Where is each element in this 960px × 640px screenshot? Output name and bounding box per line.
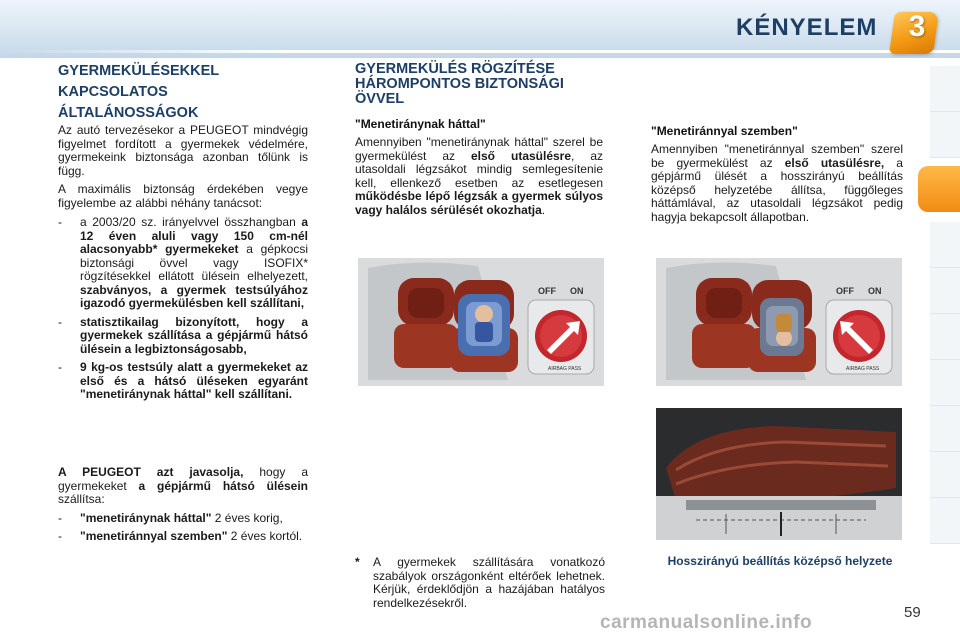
left-heading-line: GYERMEKÜLÉSEKKEL: [58, 63, 220, 79]
chapter-number: 3: [908, 10, 926, 43]
left-heading: [58, 62, 308, 122]
text-run: .: [541, 202, 546, 217]
text-run: a gépjármű ülését a hosszirányú beállítás középső helyzetébe állítsa, függőleges háttámlával, az utasoldali légzsákot pedig hagyja bekapcsolt állapotban.: [651, 155, 903, 224]
text-run: a gépkocsi biztonsági övvel vagy ISOFIX* rögzítésekkel ellátott ülésein elhelyezett,: [80, 242, 309, 283]
middle-heading-line: HÁROMPONTOS BIZTONSÁGI: [355, 76, 564, 92]
side-tab[interactable]: [930, 222, 960, 268]
rear-facing-seat-illustration: [358, 258, 604, 386]
rear-facing-paragraph: [355, 136, 603, 217]
chapter-side-tabs: [926, 66, 960, 584]
chapter-title: KÉNYELEM: [736, 14, 878, 41]
side-tab[interactable]: [930, 452, 960, 498]
text-run: szállítsa:: [58, 492, 105, 506]
side-tab[interactable]: [930, 360, 960, 406]
footnote: [355, 556, 605, 610]
right-body: [651, 124, 903, 224]
text-run: 2 éves kortól.: [227, 529, 303, 543]
text-run-bold: 9 kg-os testsúly alatt a gyermekeket az első és a hátsó üléseken egyaránt "menetiránynak háttal" kell szállítani.: [80, 360, 308, 401]
switch-label: AIRBAG PASS: [548, 366, 582, 372]
switch-on-label: ON: [868, 286, 882, 296]
side-tab[interactable]: [930, 498, 960, 544]
text-run: hogy a gyermekeket: [58, 465, 308, 493]
footnote-text: A gyermekek szállítására vonatkozó szabályok országonként eltérőek lehetnek. Kérjük, érdeklődjön a hazájában hatályos rendelkezésekről.: [373, 555, 605, 610]
side-tab[interactable]: [930, 406, 960, 452]
list-dash: -: [58, 314, 62, 329]
side-tab[interactable]: [930, 314, 960, 360]
seat-adjustment-drawing: [656, 408, 902, 540]
text-run-bold: "menetiránnyal szemben": [80, 529, 228, 543]
middle-heading-line: ÖVVEL: [355, 91, 405, 107]
list-dash: -: [58, 529, 62, 543]
recommendation-block: [58, 466, 308, 544]
left-body: [58, 124, 308, 402]
rear-facing-seat-drawing: [358, 258, 604, 386]
list-dash: -: [58, 215, 62, 229]
text-run: 2 éves korig,: [211, 510, 283, 525]
footnote-star: *: [355, 555, 360, 569]
text-run-bold: szabványos, a gyermek testsúlyához igazodó gyermekülésben kell szállítani,: [80, 282, 308, 310]
list-item: [58, 530, 308, 544]
forward-facing-subtitle: "Menetiránnyal szemben": [651, 124, 798, 138]
list-item: [58, 512, 308, 526]
recommendation-paragraph: [58, 466, 308, 507]
child-seat-rear-facing-icon: [458, 294, 510, 356]
list-dash: -: [58, 510, 62, 525]
side-tab[interactable]: [930, 112, 960, 158]
left-heading-line: ÁLTALÁNOSSÁGOK: [58, 105, 199, 121]
switch-label: AIRBAG PASS: [846, 366, 880, 372]
list-item: [58, 361, 308, 402]
text-run-bold: a gépjármű hátsó ülésein: [138, 478, 308, 493]
intro-paragraph: Az autó tervezésekor a PEUGEOT mindvégig figyelmet fordított a gyermekek védelmére, gyermekeink biztonsága azonban tőlünk is függ.: [58, 123, 308, 178]
page-number: 59: [904, 604, 921, 621]
text-run-bold: a 12 éven aluli vagy 150 cm-nél alacsonyabb* gyermekeket: [80, 215, 308, 256]
forward-facing-paragraph: [651, 143, 903, 224]
watermark: carmanualsonline.info: [600, 612, 813, 633]
footnote-item: [355, 556, 605, 610]
seat-adjustment-illustration: [656, 408, 902, 540]
switch-off-label: OFF: [836, 286, 854, 296]
text-run-bold: működésbe lépő légzsák a gyermek súlyos vagy halálos sérülését okozhatja: [355, 189, 603, 217]
middle-body: [355, 117, 603, 217]
child-seat-forward-facing-icon: [760, 298, 804, 356]
left-heading-line: KAPCSOLATOS: [58, 84, 168, 100]
switch-on-label: ON: [570, 286, 584, 296]
text-run-bold: "menetiránynak háttal": [80, 510, 212, 525]
forward-facing-seat-drawing: [656, 258, 902, 386]
side-tab[interactable]: [930, 66, 960, 112]
seat-adjustment-caption: Hosszirányú beállítás középső helyzete: [667, 554, 893, 568]
text-run-bold: első utasülésre,: [784, 155, 885, 170]
switch-off-label: OFF: [538, 286, 556, 296]
side-tab[interactable]: [930, 268, 960, 314]
list-item: [58, 216, 308, 311]
text-run-bold: első utasülésre: [471, 148, 572, 163]
list-dash: -: [58, 360, 62, 374]
text-run: Amennyiben "menetiránynak háttal" szerel be gyermekülést az: [355, 135, 603, 163]
middle-heading: [355, 62, 610, 107]
header-divider: [0, 50, 960, 53]
text-run: , az utasoldali légzsákot mindig semlegesítenie kell, ellenkező esetben az esetlegesen: [355, 148, 604, 190]
text-run-bold: A PEUGEOT azt javasolja,: [58, 465, 244, 479]
rear-facing-subtitle: "Menetiránynak háttal": [355, 117, 486, 131]
side-tab-active[interactable]: [918, 166, 960, 212]
advice-paragraph: A maximális biztonság érdekében vegye figyelembe az alábbi néhány tanácsot:: [58, 182, 308, 210]
middle-heading-line: GYERMEKÜLÉS RÖGZÍTÉSE: [355, 61, 555, 77]
text-run-bold: statisztikailag bizonyított, hogy a gyermekek szállítása a gépjármű hátsó ülésein a legbiztonságosabb,: [80, 314, 308, 356]
forward-facing-seat-illustration: [656, 258, 902, 386]
text-run: Amennyiben "menetiránnyal szemben" szerel be gyermekülést az: [651, 142, 903, 170]
list-item: [58, 316, 308, 357]
text-run: a 2003/20 sz. irányelvvel összhangban: [80, 215, 302, 229]
